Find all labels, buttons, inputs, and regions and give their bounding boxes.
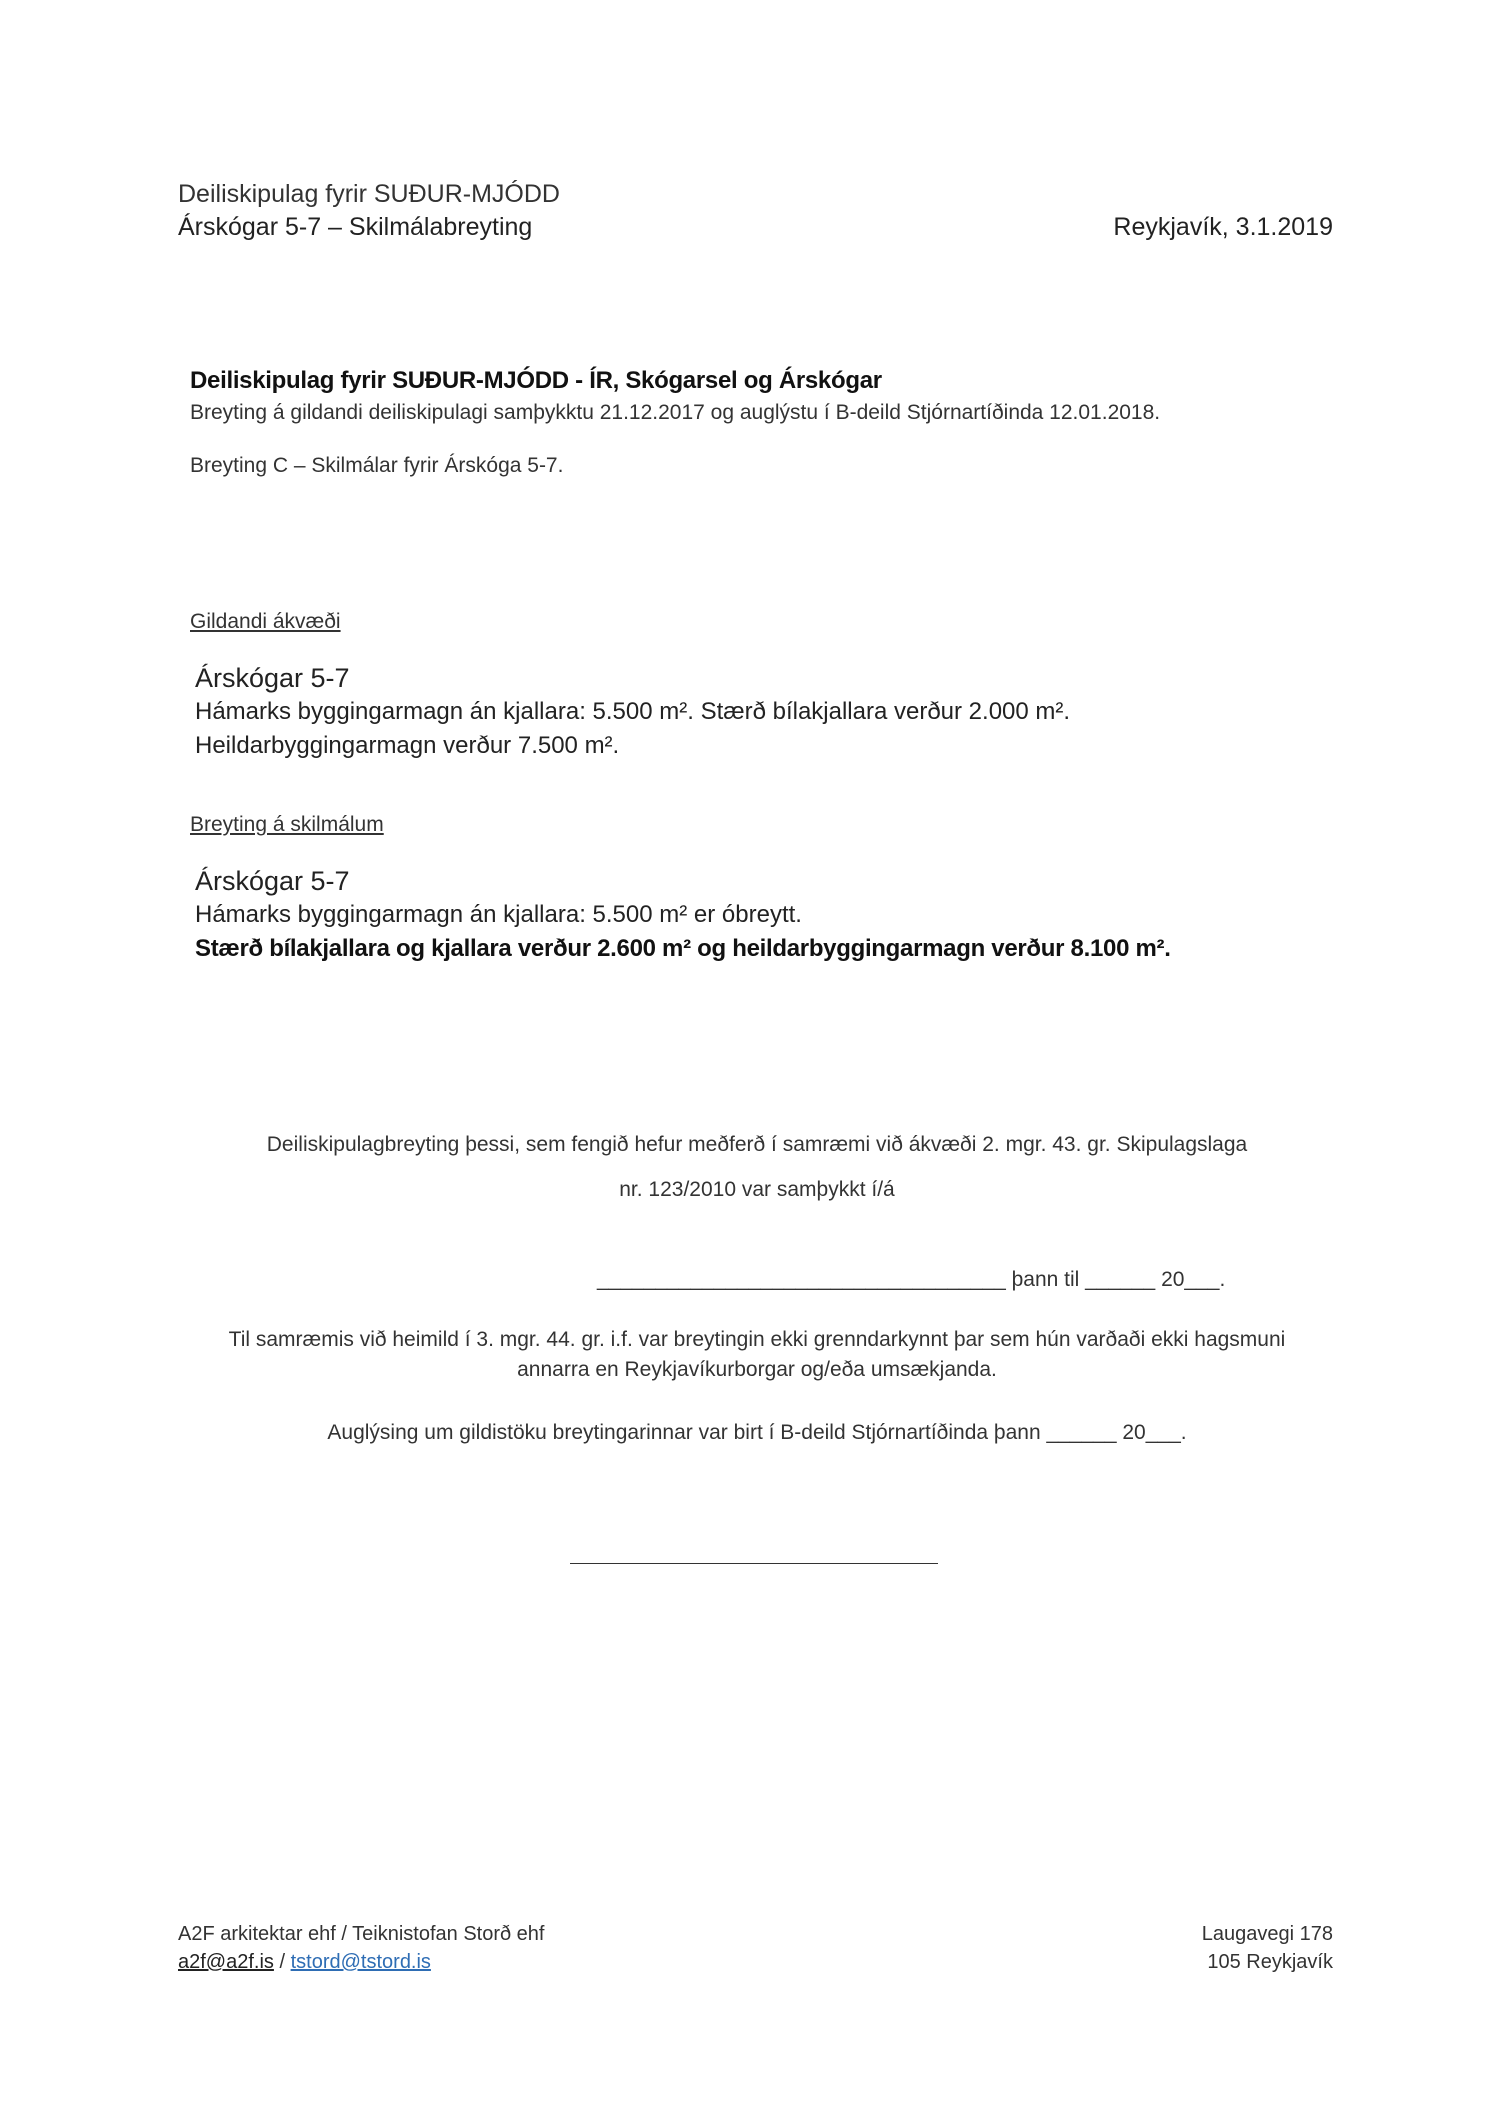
approval-date-line: ___________________________________ þann til ______ 20___. xyxy=(597,1268,1226,1291)
approval-text: nr. 123/2010 var samþykkt í/á xyxy=(619,1178,895,1201)
amendment-line: Hámarks byggingarmagn án kjallara: 5.500 m² er óbreytt. xyxy=(195,901,802,928)
change-description: Breyting C – Skilmálar fyrir Árskóga 5-7. xyxy=(190,454,564,477)
footer-emails xyxy=(178,1951,431,1974)
neighbour-notice-text: annarra en Reykjavíkurborgar og/eða umsækjanda. xyxy=(517,1358,997,1381)
approval-text: Deiliskipulagbreyting þessi, sem fengið hefur meðferð í samræmi við ákvæði 2. mgr. 43. gr. Skipulagslaga xyxy=(266,1133,1248,1156)
footer-company: A2F arkitektar ehf / Teiknistofan Storð ehf xyxy=(178,1923,545,1945)
signature-line xyxy=(570,1563,938,1564)
publication-text: Auglýsing um gildistöku breytingarinnar var birt í B-deild Stjórnartíðinda þann ______ 20___. xyxy=(327,1421,1187,1444)
document-title: Deiliskipulag fyrir SUÐUR-MJÓDD - ÍR, Skógarsel og Árskógar xyxy=(190,367,882,394)
footer-street: Laugavegi 178 xyxy=(1201,1923,1333,1945)
header-subject: Árskógar 5-7 – Skilmálabreyting xyxy=(178,213,533,241)
amendment-label: Breyting á skilmálum xyxy=(190,813,384,836)
current-provision-title: Árskógar 5-7 xyxy=(195,663,350,693)
email-link-a2f[interactable]: a2f@a2f.is xyxy=(178,1951,274,1973)
header-plan-title: Deiliskipulag fyrir SUÐUR-MJÓDD xyxy=(178,180,560,208)
current-provision-line: Heildarbyggingarmagn verður 7.500 m². xyxy=(195,732,620,759)
header-date: Reykjavík, 3.1.2019 xyxy=(1113,213,1333,241)
amendment-line-bold: Stærð bílakjallara og kjallara verður 2.600 m² og heildarbyggingarmagn verður 8.100 m². xyxy=(195,935,1171,962)
current-provision-line: Hámarks byggingarmagn án kjallara: 5.500 m². Stærð bílakjallara verður 2.000 m². xyxy=(195,698,1071,725)
footer-city: 105 Reykjavík xyxy=(1207,1951,1333,1973)
amendment-title: Árskógar 5-7 xyxy=(195,866,350,896)
current-provision-label: Gildandi ákvæði xyxy=(190,610,341,633)
email-separator: / xyxy=(273,1951,291,1973)
document-subtitle: Breyting á gildandi deiliskipulagi samþykktu 21.12.2017 og auglýstu í B-deild Stjórnartíðinda 12.01.2018. xyxy=(190,401,1161,424)
email-link-tstord[interactable]: tstord@tstord.is xyxy=(290,1951,431,1973)
neighbour-notice-text: Til samræmis við heimild í 3. mgr. 44. gr. i.f. var breytingin ekki grenndarkynnt þar sem hún varðaði ekki hagsmuni xyxy=(228,1328,1286,1351)
